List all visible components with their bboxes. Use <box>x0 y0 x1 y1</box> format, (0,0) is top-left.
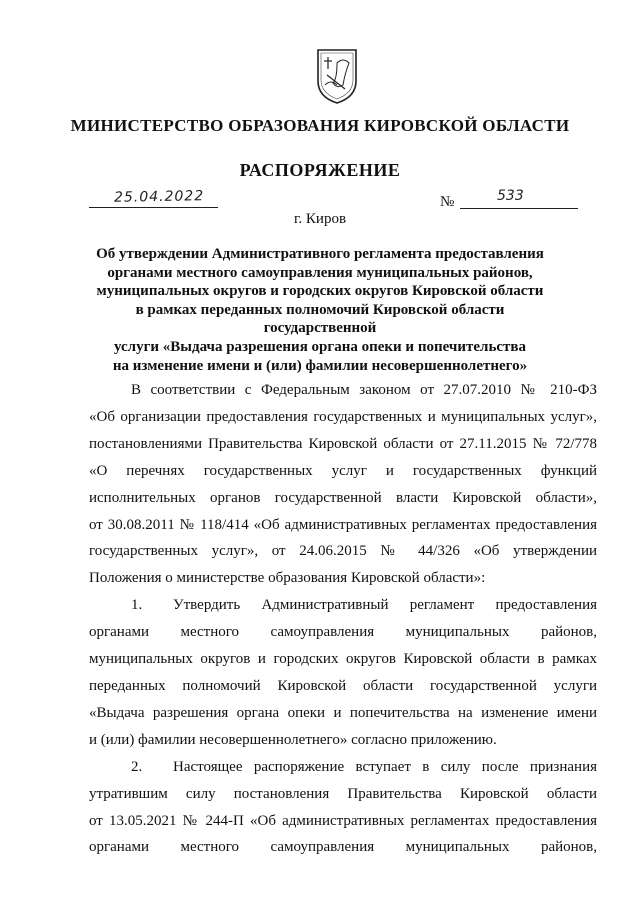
title-line: на изменение имени и (или) фамилии несовершеннолетнего» <box>112 357 528 374</box>
title-line: в рамках переданных полномочий Кировской области государственной <box>135 301 505 337</box>
item-1-line: органами местного самоуправления муниципальных районов, <box>89 624 597 641</box>
preamble-line: от 30.08.2011 № 118/414 «Об административных регламентах предоставления <box>89 516 597 533</box>
preamble-line: «О перечнях государственных услуг и государственных функций <box>89 462 597 479</box>
city: г. Киров <box>293 211 347 227</box>
date-underline <box>89 207 218 208</box>
preamble-line: исполнительных органов государственной власти Кировской области», <box>89 489 597 506</box>
kirov-coat-of-arms-icon <box>315 47 359 105</box>
handwritten-date: 25.04.2022 <box>113 188 205 206</box>
ministry-title: МИНИСТЕРСТВО ОБРАЗОВАНИЯ КИРОВСКОЙ ОБЛАСТИ <box>70 116 570 135</box>
preamble-line: Положения о министерстве образования Кировской области»: <box>89 570 486 587</box>
item-2-line: органами местного самоуправления муниципальных районов, <box>89 839 597 856</box>
item-1-number: 1. <box>131 597 143 614</box>
item-1-line: и (или) фамилии несовершеннолетнего» согласно приложению. <box>89 731 497 748</box>
item-1-line: переданных полномочий Кировской области государственной услуги <box>89 677 597 694</box>
document-type: РАСПОРЯЖЕНИЕ <box>239 160 401 180</box>
document-title <box>80 245 560 375</box>
item-2-first-line <box>89 754 597 781</box>
preamble-line: «Об организации предоставления государственных и муниципальных услуг», <box>89 408 597 425</box>
preamble-line: В соответствии с Федеральным законом от 27.07.2010 № 210-ФЗ <box>131 382 597 398</box>
preamble-line: государственных услуг», от 24.06.2015 № 44/326 «Об утверждении <box>89 543 597 560</box>
title-line: услуги «Выдача разрешения органа опеки и попечительства <box>113 338 527 355</box>
title-line: Об утверждении Административного регламента предоставления <box>96 246 544 262</box>
title-line: органами местного самоуправления муниципальных районов, <box>107 264 533 281</box>
item-1-line: Утвердить Административный регламент предоставления <box>173 597 597 614</box>
item-1-first-line <box>89 592 597 619</box>
preamble-line: постановлениями Правительства Кировской области от 27.11.2015 № 72/778 <box>89 435 597 452</box>
item-2-number: 2. <box>131 758 143 775</box>
handwritten-number: 533 <box>497 188 524 204</box>
document-body <box>89 377 597 861</box>
item-1-line: «Выдача разрешения органа опеки и попечительства на изменение имени <box>89 704 597 721</box>
title-line: муниципальных округов и городских округов Кировской области <box>96 283 544 300</box>
item-2-line: от 13.05.2021 № 244-П «Об административных регламентах предоставления <box>89 812 597 829</box>
item-1-line: муниципальных округов и городских округов Кировской области в рамках <box>89 651 597 668</box>
number-label: № <box>440 194 455 210</box>
item-2-line: утратившим силу постановления Правительства Кировской области <box>89 785 597 802</box>
item-2-line: Настоящее распоряжение вступает в силу после признания <box>173 758 597 775</box>
number-underline <box>460 208 578 209</box>
